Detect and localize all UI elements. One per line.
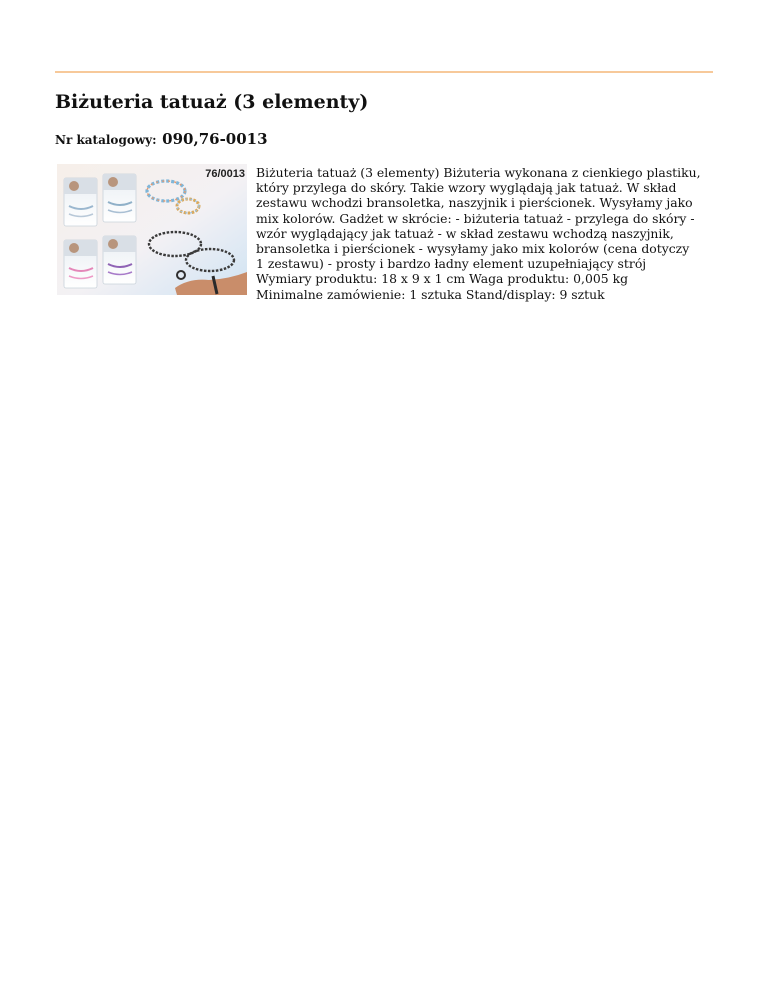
description-line: 1 zestawu) - prosty i bardzo ładny element uzupełniający strój — [256, 256, 647, 272]
description-line: bransoletka i pierścionek - wysyłamy jako mix kolorów (cena dotyczy — [256, 241, 690, 257]
description-line: zestawu wchodzi bransoletka, naszyjnik i pierścionek. Wysyłamy jako — [256, 195, 693, 211]
description-line: który przylega do skóry. Takie wzory wyglądają jak tatuaż. W skład — [256, 180, 677, 196]
package-card — [64, 240, 97, 288]
product-photo — [57, 164, 247, 295]
description-line: Minimalne zamówienie: 1 sztuka Stand/display: 9 sztuk — [256, 286, 605, 302]
image-code-label: 76/0013 — [205, 168, 245, 180]
description-line: mix kolorów. Gadżet w skrócie: - biżuteria tatuaż - przylega do skóry - — [256, 210, 695, 226]
product-description — [256, 165, 716, 302]
description-line: Biżuteria tatuaż (3 elementy) Biżuteria wykonana z cienkiego plastiku, — [256, 165, 701, 180]
description-line: wzór wyglądający jak tatuaż - w skład zestawu wchodzą naszyjnik, — [256, 225, 674, 241]
catalog-number-row — [55, 129, 268, 148]
catalog-number: 090,76-0013 — [162, 130, 268, 148]
catalog-label: Nr katalogowy: — [55, 133, 157, 147]
product-image — [57, 164, 247, 295]
package-card — [64, 178, 97, 226]
package-card — [103, 236, 136, 284]
package-card — [103, 174, 136, 222]
header-divider — [55, 71, 713, 73]
description-line: Wymiary produktu: 18 x 9 x 1 cm Waga produktu: 0,005 kg — [256, 271, 629, 287]
page-title: Biżuteria tatuaż (3 elementy) — [55, 91, 369, 113]
